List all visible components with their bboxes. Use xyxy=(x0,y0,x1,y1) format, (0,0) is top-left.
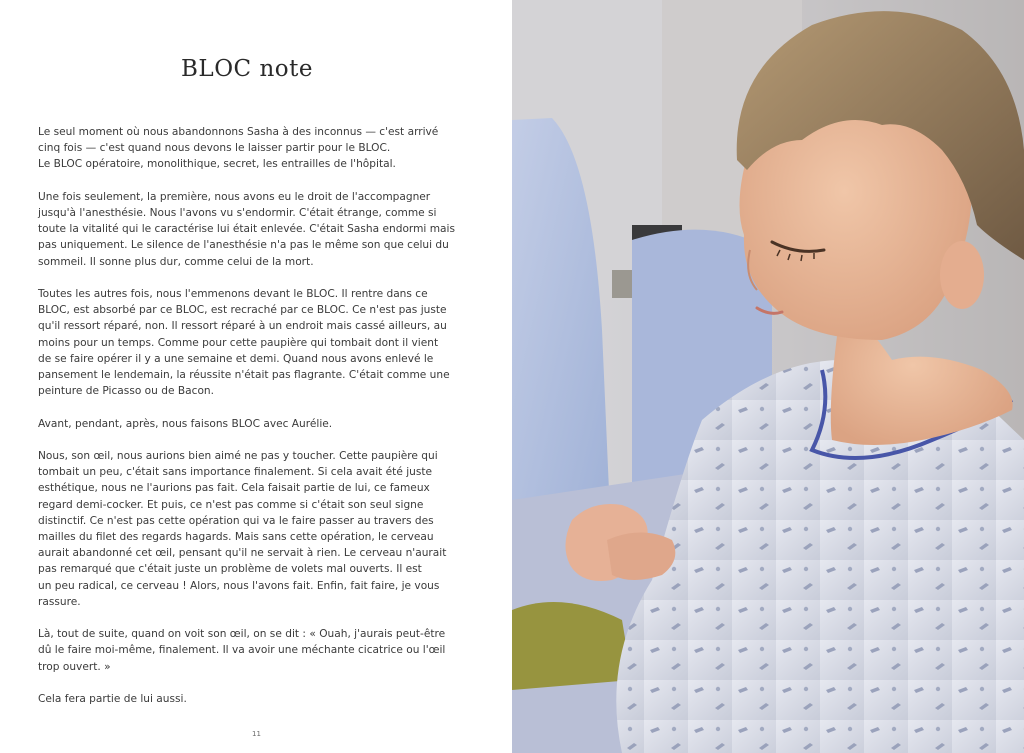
text-line: de se faire opérer il y a une semaine et demi. Quand nous avons enlevé le xyxy=(38,352,434,365)
paragraph xyxy=(38,189,458,270)
text-line: Toutes les autres fois, nous l'emmenons devant le BLOC. Il rentre dans ce xyxy=(38,288,428,300)
text-line: regard demi-cocker. Et puis, ce n'est pas comme si c'était son seul signe xyxy=(38,498,424,511)
text-line: Cela fera partie de lui aussi. xyxy=(38,693,187,706)
paragraph xyxy=(38,626,458,675)
text-line: mailles du filet des regards hagards. Mais sans cette opération, le cerveau xyxy=(38,531,434,544)
text-line: un peu radical, ce cerveau ! Alors, nous l'avons fait. Enfin, fait faire, je vous xyxy=(38,579,440,592)
text-line: tombait un peu, c'était sans importance finalement. Si cela avait été juste xyxy=(38,466,433,479)
text-line: moins pour un temps. Comme pour cette paupière qui tombait dont il vient xyxy=(38,336,439,349)
text-line: jusqu'à l'anesthésie. Nous l'avons vu s'endormir. C'était étrange, comme si xyxy=(38,207,437,219)
text-line: Là, tout de suite, quand on voit son œil, on se dit : « Ouah, j'aurais peut-être xyxy=(38,628,446,641)
text-line: aurait abandonné cet œil, pensant qu'il ne servait à rien. Le cerveau n'aurait xyxy=(38,547,447,560)
text-line: Une fois seulement, la première, nous avons eu le droit de l'accompagner xyxy=(38,190,431,203)
paragraph xyxy=(38,448,458,610)
paragraph xyxy=(38,124,458,173)
text-line: dû le faire moi-même, finalement. Il va avoir une méchante cicatrice ou l'œil xyxy=(38,644,446,657)
photo-page xyxy=(512,0,1024,753)
text-line: sommeil. Il sonne plus dur, comme celui de la mort. xyxy=(38,255,314,268)
text-line: toute la vitalité qui le caractérise lui était enlevée. C'était Sasha endormi mais xyxy=(38,223,455,236)
text-line: BLOC, est absorbé par ce BLOC, est recraché par ce BLOC. Ce n'est pas juste xyxy=(38,304,447,317)
text-line: peinture de Picasso ou de Bacon. xyxy=(38,385,215,398)
paragraph xyxy=(38,286,458,399)
text-line: qu'il ressort réparé, non. Il ressort réparé à un endroit mais cassé ailleurs, au xyxy=(38,320,447,333)
text-line: distinctif. Ce n'est pas cette opération qui va le faire passer au travers des xyxy=(38,514,434,527)
page-title: BLOC note xyxy=(181,56,313,82)
text-line: pas remarqué que c'était juste un problème de volets mal ouverts. Il est xyxy=(38,563,422,576)
page-number: 11 xyxy=(252,730,261,738)
paragraph xyxy=(38,691,458,707)
hospital-child-photo xyxy=(512,0,1024,753)
text-line: Le BLOC opératoire, monolithique, secret, les entrailles de l'hôpital. xyxy=(38,158,396,171)
text-line: Nous, son œil, nous aurions bien aimé ne pas y toucher. Cette paupière qui xyxy=(38,450,438,462)
text-line: Le seul moment où nous abandonnons Sasha à des inconnus — c'est arrivé xyxy=(38,126,439,138)
text-line: pansement le lendemain, la réussite n'était pas flagrante. C'était comme une xyxy=(38,369,450,382)
text-line: trop ouvert. » xyxy=(38,660,111,673)
text-line: pas uniquement. Le silence de l'anesthésie n'a pas le même son que celui du xyxy=(38,239,449,252)
text-line: cinq fois — c'est quand nous devons le laisser partir pour le BLOC. xyxy=(38,142,391,155)
text-line: rassure. xyxy=(38,595,81,608)
body-text xyxy=(38,124,458,723)
text-line: Avant, pendant, après, nous faisons BLOC avec Aurélie. xyxy=(38,417,333,430)
text-line: esthétique, nous ne l'aurions pas fait. Cela faisait partie de lui, ce fameux xyxy=(38,482,430,495)
paragraph xyxy=(38,416,458,432)
